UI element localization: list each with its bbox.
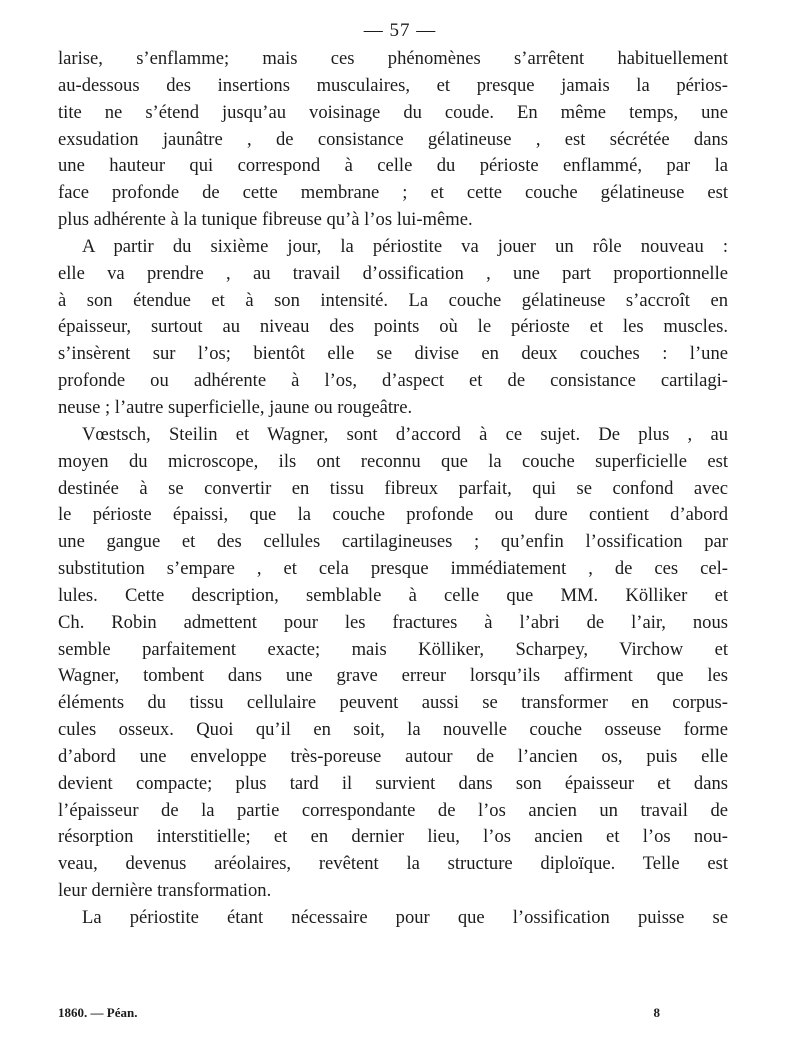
footer-signature: 1860. — Péan. [58, 1005, 138, 1020]
text-line: moyen du microscope, ils ont reconnu que la couche superficielle est [58, 450, 728, 472]
text-line: Ch. Robin admettent pour les fractures à l’abri de l’air, nous [58, 611, 728, 633]
text-line: au-dessous des insertions musculaires, et presque jamais la périos- [58, 74, 728, 96]
text-line: elle va prendre , au travail d’ossification , une part proportionnelle [58, 262, 728, 284]
text-line: plus adhérente à la tunique fibreuse qu’à l’os lui-même. [58, 209, 473, 231]
text-line: face profonde de cette membrane ; et cette couche gélatineuse est [58, 182, 728, 204]
text-line: cules osseux. Quoi qu’il en soit, la nouvelle couche osseuse forme [58, 719, 728, 741]
text-line: à son étendue et à son intensité. La couche gélatineuse s’accroît en [58, 289, 728, 311]
text-line: l’épaisseur de la partie correspondante de l’os ancien un travail de [58, 799, 728, 821]
text-line: destinée à se convertir en tissu fibreux parfait, qui se confond avec [58, 477, 728, 499]
text-line: tite ne s’étend jusqu’au voisinage du coude. En même temps, une [58, 101, 728, 123]
text-line: devient compacte; plus tard il survient dans son épaisseur et dans [58, 772, 728, 794]
text-line: neuse ; l’autre superficielle, jaune ou rougeâtre. [58, 396, 413, 418]
text-line: Vœstsch, Steilin et Wagner, sont d’accord à ce sujet. De plus , au [82, 423, 728, 445]
text-line: résorption interstitielle; et en dernier lieu, l’os ancien et l’os nou- [58, 826, 728, 848]
text-line: éléments du tissu cellulaire peuvent aussi se transformer en corpus- [58, 692, 728, 714]
text-line: larise, s’enflamme; mais ces phénomènes s’arrêtent habituellement [58, 48, 728, 69]
text-line: d’abord une enveloppe très-poreuse autour de l’ancien os, puis elle [58, 745, 728, 767]
text-line: profonde ou adhérente à l’os, d’aspect et de consistance cartilagi- [58, 370, 728, 392]
text-line: lules. Cette description, semblable à celle que MM. Kölliker et [58, 584, 728, 606]
text-line: A partir du sixième jour, la périostite va jouer un rôle nouveau : [82, 235, 728, 257]
body-text [58, 46, 728, 932]
text-line: veau, devenus aréolaires, revêtent la structure diploïque. Telle est [58, 853, 728, 875]
text-line: leur dernière transformation. [58, 880, 272, 902]
text-line: épaisseur, surtout au niveau des points où le périoste et les muscles. [58, 316, 728, 338]
page-footer [58, 1005, 660, 1021]
text-line: une gangue et des cellules cartilagineuses ; qu’enfin l’ossification par [58, 531, 728, 553]
footer-sheet-number: 8 [653, 1005, 660, 1020]
text-line: exsudation jaunâtre , de consistance gélatineuse , est sécrétée dans [58, 128, 728, 150]
text-line: le périoste épaissi, que la couche profonde ou dure contient d’abord [58, 504, 728, 526]
page-number-header: — 57 — [363, 20, 437, 41]
text-line: Wagner, tombent dans une grave erreur lorsqu’ils affirment que les [58, 665, 728, 687]
text-line: La périostite étant nécessaire pour que l’ossification puisse se [82, 907, 728, 928]
text-line: substitution s’empare , et cela presque immédiatement , de ces cel- [58, 558, 728, 580]
text-line: semble parfaitement exacte; mais Kölliker, Scharpey, Virchow et [58, 638, 728, 660]
text-line: une hauteur qui correspond à celle du périoste enflammé, par la [58, 155, 728, 177]
text-line: s’insèrent sur l’os; bientôt elle se divise en deux couches : l’une [58, 343, 728, 365]
